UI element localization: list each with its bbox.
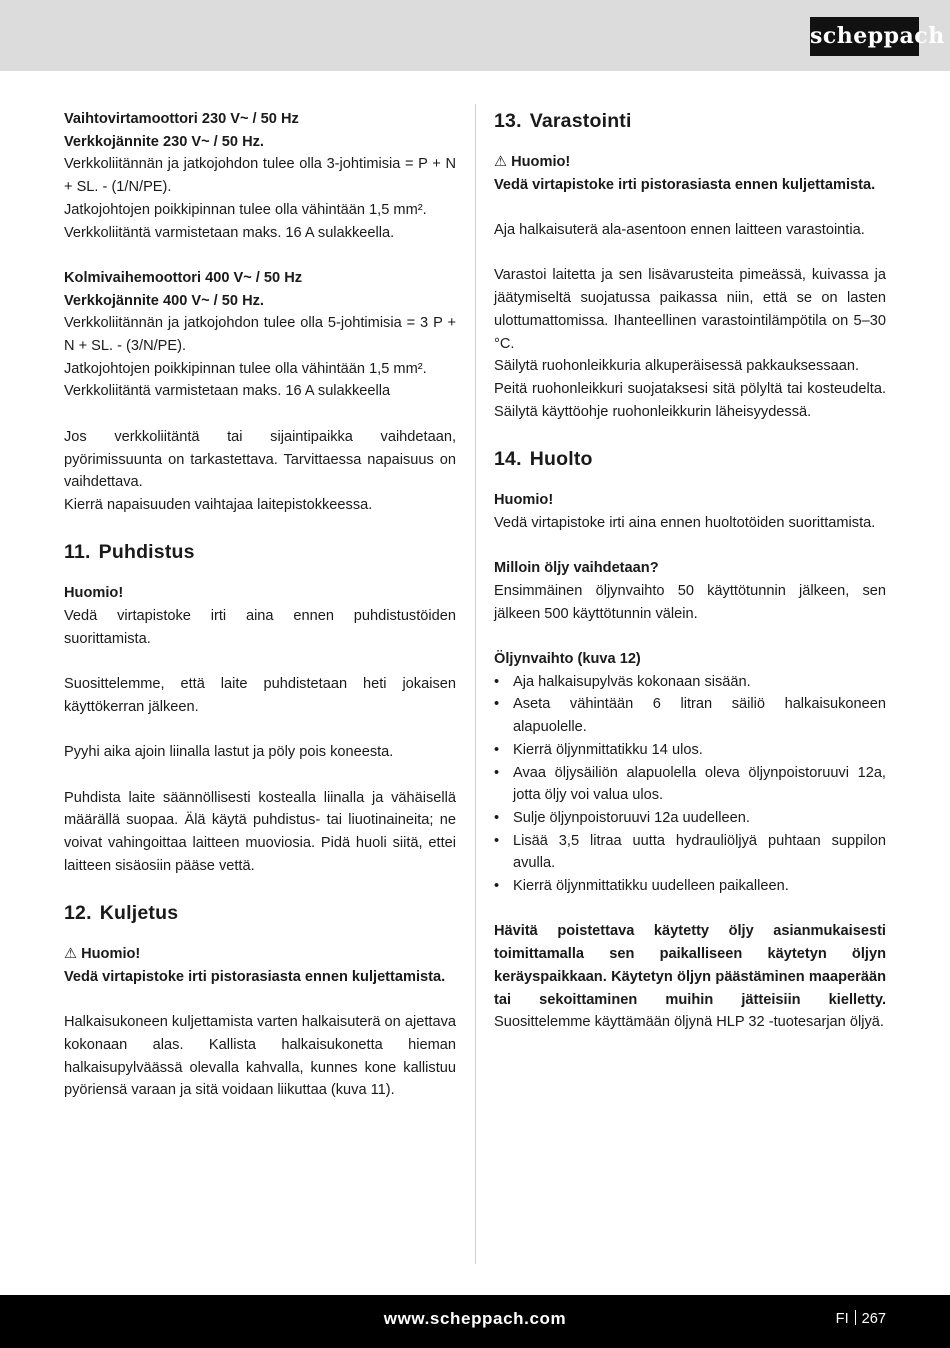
list-item: • Sulje öljynpoistoruuvi 12a uudelleen. xyxy=(494,807,886,830)
single-phase-line2: Jatkojohtojen poikkipinnan tulee olla vähintään 1,5 mm². xyxy=(64,201,427,218)
section-13-p2: Varastoi laitetta ja sen lisävarusteita pimeässä, kuivassa ja jäätymiseltä suojatussa paikassa niin, että se on lasten ulottumattomissa. Ihanteellinen varastointilämpötila on 5–30 °C. xyxy=(494,267,886,352)
warning-triangle-icon: ⚠ xyxy=(64,946,78,963)
section-13-heading xyxy=(494,108,886,134)
section-13-note xyxy=(494,151,886,196)
section-11-title: Puhdistus xyxy=(98,541,195,564)
footer-bar xyxy=(0,1295,950,1348)
list-item: • Aja halkaisupylväs kokonaan sisään. xyxy=(494,671,886,694)
language-code: FI xyxy=(835,1311,849,1327)
single-phase-block xyxy=(64,108,456,244)
list-item: • Lisää 3,5 litraa uutta hydrauliöljyä puhtaan suppilon avulla. xyxy=(494,830,886,875)
section-12-number: 12. xyxy=(64,902,92,925)
three-phase-line2: Jatkojohtojen poikkipinnan tulee olla vähintään 1,5 mm². xyxy=(64,360,427,377)
section-12-heading xyxy=(64,900,456,926)
scheppach-logo: scheppach xyxy=(810,17,919,56)
section-14-title: Huolto xyxy=(529,448,593,471)
oil-interval-text: Ensimmäinen öljynvaihto 50 käyttötunnin jälkeen, sen jälkeen 500 käyttötunnin välein. xyxy=(494,582,886,622)
disposal-warning: Hävitä poistettava käytetty öljy asianmukaisesti toimittamalla sen paikalliseen käytetyn öljyn keräyspaikkaan. Käytetyn öljyn päästäminen maaperään tai sekoittaminen muihin jätteisiin kielletty. xyxy=(494,923,886,1008)
oil-interval-block xyxy=(494,557,886,625)
section-11-p1: Suosittelemme, että laite puhdistetaan heti jokaisen käyttökerran jälkeen. xyxy=(64,676,456,715)
rotation-line2: Kierrä napaisuuden vaihtajaa laitepistokkeessa. xyxy=(64,496,373,513)
three-phase-voltage: Verkkojännite 400 V~ / 50 Hz. xyxy=(64,292,264,309)
list-item: • Kierrä öljynmittatikku 14 ulos. xyxy=(494,739,886,762)
section-14-number: 14. xyxy=(494,448,522,471)
rotation-block xyxy=(64,426,456,517)
page-number: 267 xyxy=(861,1311,886,1327)
three-phase-line1: Verkkoliitännän ja jatkojohdon tulee olla 5-johtimisia = 3 P + N + SL. - (3/N/PE). xyxy=(64,315,456,355)
section-12-p1: Halkaisukoneen kuljettamista varten halkaisuterä on ajettava kokonaan alas. Kallista halkaisukonetta hieman halkaisupylväässä olevalla kahvalla, kunnes kone kallistuu pyöriensä varaan ja sitä voidaan liikuttaa (kuva 11). xyxy=(64,1014,456,1099)
website-link[interactable]: www.scheppach.com xyxy=(383,1309,567,1328)
disposal-recommendation: Suosittelemme käyttämään öljynä HLP 32 -tuotesarjan öljyä. xyxy=(494,1014,884,1031)
left-column xyxy=(64,108,456,1125)
single-phase-voltage: Verkkojännite 230 V~ / 50 Hz. xyxy=(64,133,264,150)
single-phase-line3: Verkkoliitäntä varmistetaan maks. 16 A sulakkeella. xyxy=(64,224,395,241)
section-11-p3: Puhdista laite säännöllisesti kostealla liinalla ja vähäisellä määrällä suopaa. Älä käytä puhdistus- tai liuotinaineita; ne voivat vahingoittaa laitteen muoviosia. Pidä huoli siitä, ettei laitteen sisäosiin pääse vettä. xyxy=(64,789,456,874)
single-phase-line1: Verkkoliitännän ja jatkojohdon tulee olla 3-johtimisia = P + N + SL. - (1/N/PE). xyxy=(64,156,456,196)
section-14-heading xyxy=(494,446,886,472)
section-13-title: Varastointi xyxy=(529,110,632,132)
oil-interval-title: Milloin öljy vaihdetaan? xyxy=(494,560,659,577)
section-13-p1: Aja halkaisuterä ala-asentoon ennen laitteen varastointia. xyxy=(494,222,865,239)
list-item: • Avaa öljysäiliön alapuolella oleva öljynpoistoruuvi 12a, jotta öljy voi valua ulos. xyxy=(494,762,886,807)
section-13-number: 13. xyxy=(494,110,522,132)
section-11-note-text: Vedä virtapistoke irti aina ennen puhdistustöiden suorittamista. xyxy=(64,608,456,647)
right-column xyxy=(494,108,886,1057)
section-11-note-title: Huomio! xyxy=(64,585,124,602)
section-13-p3: Säilytä ruohonleikkuria alkuperäisessä pakkauksessaan. xyxy=(494,358,860,375)
list-item: • Aseta vähintään 6 litran säiliö halkaisukoneen alapuolelle. xyxy=(494,693,886,738)
section-12-note-title: Huomio! xyxy=(81,946,141,963)
section-11-note xyxy=(64,582,456,650)
header-band xyxy=(0,0,950,71)
section-14-note xyxy=(494,489,886,534)
oil-change-steps xyxy=(494,671,886,898)
section-12-title: Kuljetus xyxy=(99,902,179,925)
section-14-note-title: Huomio! xyxy=(494,492,554,509)
three-phase-title: Kolmivaihemoottori 400 V~ / 50 Hz xyxy=(64,269,303,286)
section-13-note-text: Vedä virtapistoke irti pistorasiasta ennen kuljettamista. xyxy=(494,176,876,193)
warning-triangle-icon: ⚠ xyxy=(494,154,508,170)
section-12-note xyxy=(64,943,456,988)
section-11-p2: Pyyhi aika ajoin liinalla lastut ja pöly pois koneesta. xyxy=(64,744,394,761)
rotation-line1: Jos verkkoliitäntä tai sijaintipaikka vaihdetaan, pyörimissuunta on tarkastettava. Tarvittaessa napaisuus on vaihdettava. xyxy=(64,428,456,491)
list-item: • Kierrä öljynmittatikku uudelleen paikalleen. xyxy=(494,875,886,898)
disposal-block xyxy=(494,920,886,1034)
single-phase-title: Vaihtovirtamoottori 230 V~ / 50 Hz xyxy=(64,111,299,127)
column-divider xyxy=(475,104,476,1264)
section-14-note-text: Vedä virtapistoke irti aina ennen huoltotöiden suorittamista. xyxy=(494,514,876,531)
section-13-note-title: Huomio! xyxy=(511,154,571,170)
section-13-p4: Peitä ruohonleikkuri suojataksesi sitä pölyltä tai kosteudelta. Säilytä käyttöohje ruohonleikkurin läheisyydessä. xyxy=(494,381,886,420)
page-indicator xyxy=(836,1310,886,1327)
section-12-note-text: Vedä virtapistoke irti pistorasiasta ennen kuljettamista. xyxy=(64,968,446,985)
oil-change-title: Öljynvaihto (kuva 12) xyxy=(494,650,641,667)
section-11-number: 11. xyxy=(64,541,91,564)
section-11-heading xyxy=(64,539,456,565)
three-phase-line3: Verkkoliitäntä varmistetaan maks. 16 A sulakkeella xyxy=(64,383,391,400)
three-phase-block xyxy=(64,267,456,403)
page-separator xyxy=(855,1310,856,1325)
